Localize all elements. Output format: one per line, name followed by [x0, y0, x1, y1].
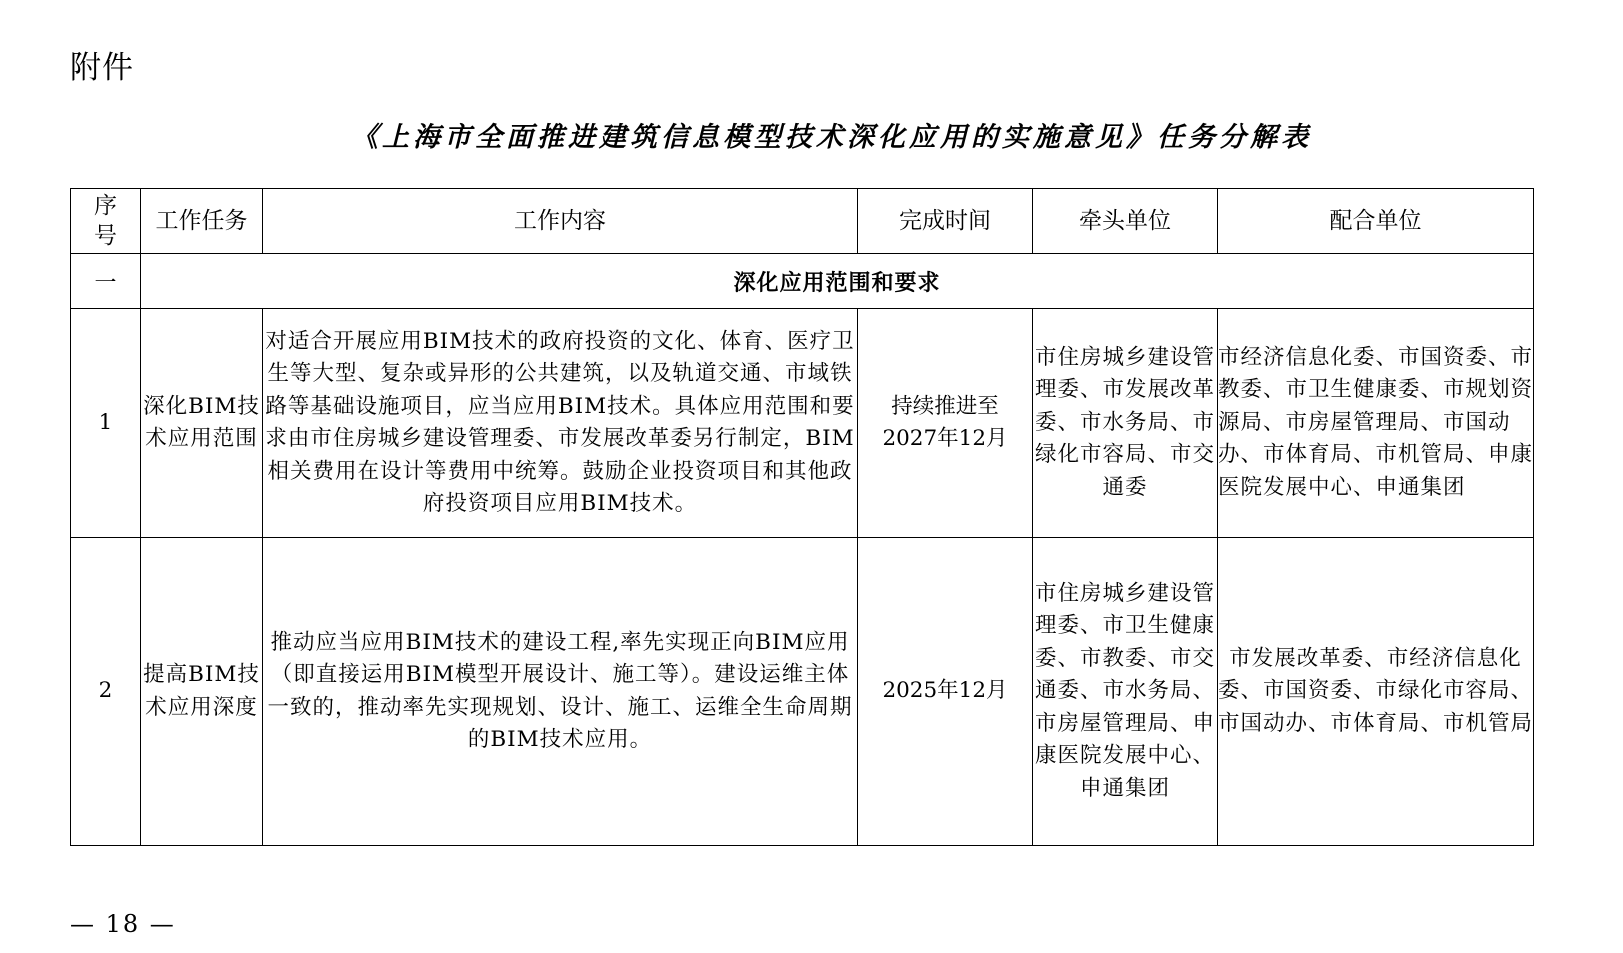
- header-coop-unit: 配合单位: [1218, 189, 1534, 254]
- row-coop-unit: 市经济信息化委、市国资委、市教委、市卫生健康委、市规划资源局、市房屋管理局、市国动办、市体育局、市机管局、申康医院发展中心、申通集团: [1218, 309, 1534, 538]
- header-lead-unit: 牵头单位: [1033, 189, 1218, 254]
- header-task: 工作任务: [141, 189, 263, 254]
- document-title: 《上海市全面推进建筑信息模型技术深化应用的实施意见》任务分解表: [351, 122, 1312, 153]
- row-no: 1: [71, 309, 141, 538]
- row-content: 推动应当应用BIM技术的建设工程,率先实现正向BIM应用（即直接运用BIM模型开展设计、施工等）。建设运维主体一致的，推动率先实现规划、设计、施工、运维全生命周期的BIM技术应用。: [263, 538, 858, 846]
- page-number: — 18 —: [70, 910, 176, 938]
- header-content: 工作内容: [263, 189, 858, 254]
- row-coop-unit: 市发展改革委、市经济信息化委、市国资委、市绿化市容局、市国动办、市体育局、市机管局: [1218, 538, 1534, 846]
- row-deadline: 2025年12月: [858, 538, 1033, 846]
- header-no: 序号: [71, 189, 141, 254]
- attachment-label: 附件: [70, 50, 134, 86]
- row-content: 对适合开展应用BIM技术的政府投资的文化、体育、医疗卫生等大型、复杂或异形的公共建筑，以及轨道交通、市域铁路等基础设施项目，应当应用BIM技术。具体应用范围和要求由市住房城乡建设管理委、市发展改革委另行制定，BIM相关费用在设计等费用中统筹。鼓励企业投资项目和其他政府投资项目应用BIM技术。: [263, 309, 858, 538]
- row-deadline: 持续推进至2027年12月: [858, 309, 1033, 538]
- section-no: 一: [71, 254, 141, 309]
- row-lead-unit: 市住房城乡建设管理委、市发展改革委、市水务局、市绿化市容局、市交通委: [1033, 309, 1218, 538]
- table-header-row: [71, 189, 1534, 254]
- row-task: 深化BIM技术应用范围: [141, 309, 263, 538]
- section-row: [71, 254, 1534, 309]
- row-lead-unit: 市住房城乡建设管理委、市卫生健康委、市教委、市交通委、市水务局、市房屋管理局、申康医院发展中心、申通集团: [1033, 538, 1218, 846]
- header-deadline: 完成时间: [858, 189, 1033, 254]
- table-row: [71, 309, 1534, 538]
- task-table: [70, 188, 1534, 846]
- table-row: [71, 538, 1534, 846]
- row-task: 提高BIM技术应用深度: [141, 538, 263, 846]
- section-title: 深化应用范围和要求: [141, 254, 1534, 309]
- row-no: 2: [71, 538, 141, 846]
